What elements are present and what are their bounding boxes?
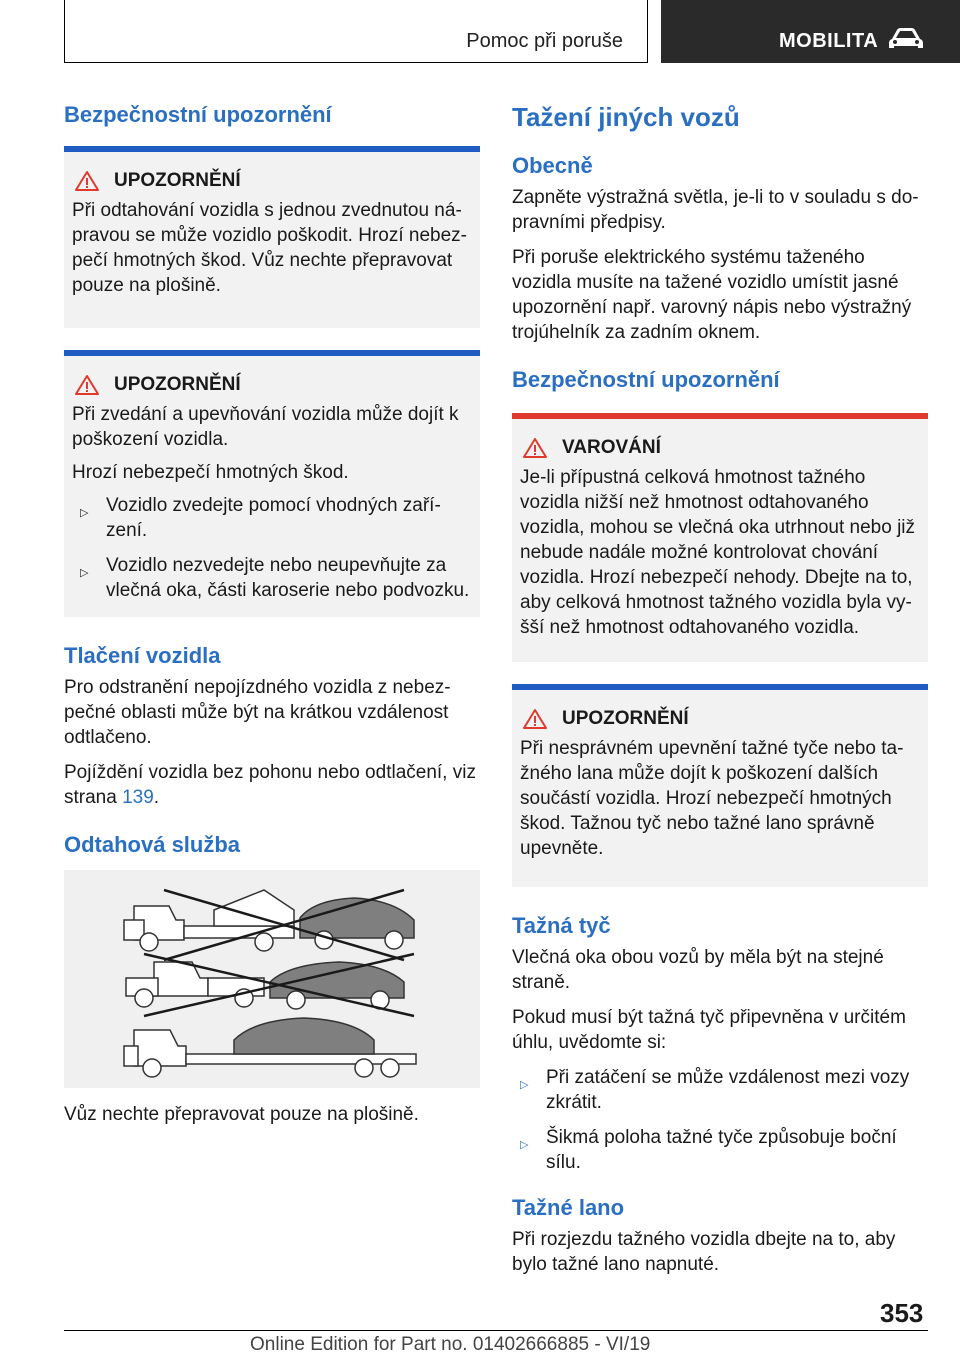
list-item [72, 493, 470, 543]
figure-caption: Vůz nechte přepravovat pouze na plošině. [64, 1104, 419, 1125]
pushing-paragraph-ref [64, 760, 480, 810]
list-item [512, 1125, 928, 1175]
general-paragraph: Při poruše elektrického systému taženého vozidla musíte na tažené vozidlo umístit jasné upozornění např. varovný nápis nebo výstražný trojúhelník za zadním oknem. [512, 247, 912, 343]
general-paragraph: Zapněte výstražná světla, je-li to v souladu s dopravními předpisy. [512, 187, 919, 233]
pushing-heading: Tlačení vozidla [64, 643, 221, 668]
footer-divider [64, 1330, 928, 1331]
warning-triangle-icon [522, 437, 548, 459]
tow-bar-heading: Tažná tyč [512, 913, 611, 938]
step-text: Vozidlo zvedejte pomocí vhodných zařízení. [106, 495, 441, 541]
step-arrow-icon: ▷ [520, 1139, 529, 1151]
safety-heading-left: Bezpečnostní upozornění [64, 102, 332, 127]
danger-title [520, 437, 918, 459]
warning-triangle-icon [522, 708, 548, 730]
header-chapter-box [661, 0, 960, 63]
warning-text: Při odtahování vozidla s jednou zvednutou nápravou se může vozidlo poškodit. Hrozí nebezpečí hmotných škod. Vůz nechte přepravovat pouze na plošině. [72, 200, 467, 296]
danger-text: Je-li přípustná celková hmotnost tažného vozidla nižší než hmotnost odtahovaného vozidla, mohou se vlečná oka utrhnout nebo již nebude nadále možné kontrolovat chování vozidla. Hrozí nebezpečí nehody. Dbejte na to, aby celková hmotnost tažného vozidla byla vyšší než hmotnost odtahovaného vozidla. [520, 467, 916, 638]
list-item [72, 553, 470, 603]
warning-triangle-icon [74, 170, 100, 192]
step-arrow-icon: ▷ [80, 507, 89, 519]
warning-title [72, 170, 470, 192]
step-text: Šikmá poloha tažné tyče způsobuje boční sílu. [546, 1127, 897, 1173]
car-icon [887, 26, 925, 52]
page-link[interactable]: 139 [122, 787, 154, 808]
tow-bar-paragraph: Pokud musí být tažná tyč připevněna v určitém úhlu, uvědomte si: [512, 1007, 906, 1053]
step-text: Vozidlo nezvedejte nebo neupevňujte za vlečná oka, části karoserie nebo podvozku. [106, 555, 470, 601]
header-chapter-title: MOBILITA [779, 30, 879, 52]
warning-title [520, 708, 918, 730]
page-title: Tažení jiných vozů [512, 102, 740, 132]
left-column [64, 102, 480, 1137]
warning-box-1 [64, 146, 480, 328]
step-list [72, 493, 470, 603]
safety-heading-right: Bezpečnostní upozornění [512, 367, 780, 392]
right-column [512, 102, 928, 1287]
towing-trucks-drawing [64, 870, 480, 1088]
warning-title [72, 374, 470, 396]
warning-text: Hrozí nebezpečí hmotných škod. [72, 462, 349, 483]
page-number: 353 [880, 1298, 924, 1328]
step-arrow-icon: ▷ [80, 567, 89, 579]
towing-service-heading: Odtahová služba [64, 832, 241, 857]
warning-text: Při zvedání a upevňování vozidla může dojít k poškození vozidla. [72, 404, 459, 450]
footer-edition: Online Edition for Part no. 01402666885 - VI/19 [250, 1334, 651, 1355]
step-list [512, 1065, 928, 1175]
danger-title-text: VAROVÁNÍ [562, 437, 661, 458]
list-item [512, 1065, 928, 1115]
warning-triangle-icon [74, 374, 100, 396]
step-text: Při zatáčení se může vzdálenost mezi vozy zkrátit. [546, 1067, 910, 1113]
warning-text: Při nesprávném upevnění tažné tyče nebo tažného lana může dojít k poškození dalších součástí vozidla. Hrozí nebezpečí hmotných škod. Tažnou tyč nebo tažné lano správně upevněte. [520, 738, 904, 859]
towing-illustration [64, 870, 480, 1088]
warning-box-3 [512, 684, 928, 887]
step-arrow-icon: ▷ [520, 1079, 529, 1091]
tow-rope-heading: Tažné lano [512, 1195, 625, 1220]
danger-box [512, 413, 928, 662]
header-section-title: Pomoc při poruše [466, 30, 623, 52]
general-heading: Obecně [512, 153, 593, 178]
tow-rope-paragraph: Při rozjezdu tažného vozidla dbejte na to, aby bylo tažné lano napnuté. [512, 1229, 896, 1275]
warning-title-text: UPOZORNĚNÍ [114, 170, 241, 191]
header-section-box [64, 0, 648, 63]
ref-text-end: . [153, 787, 160, 808]
pushing-paragraph: Pro odstranění nepojízdného vozidla z nebezpečné oblasti může být na krátkou vzdálenost odtlačeno. [64, 677, 451, 748]
tow-bar-paragraph: Vlečná oka obou vozů by měla být na stejné straně. [512, 947, 884, 993]
warning-title-text: UPOZORNĚNÍ [114, 374, 241, 395]
ref-text: Pojíždění vozidla bez pohonu nebo odtlačení, viz strana [64, 762, 476, 808]
warning-box-2 [64, 350, 480, 617]
warning-title-text: UPOZORNĚNÍ [562, 708, 689, 729]
